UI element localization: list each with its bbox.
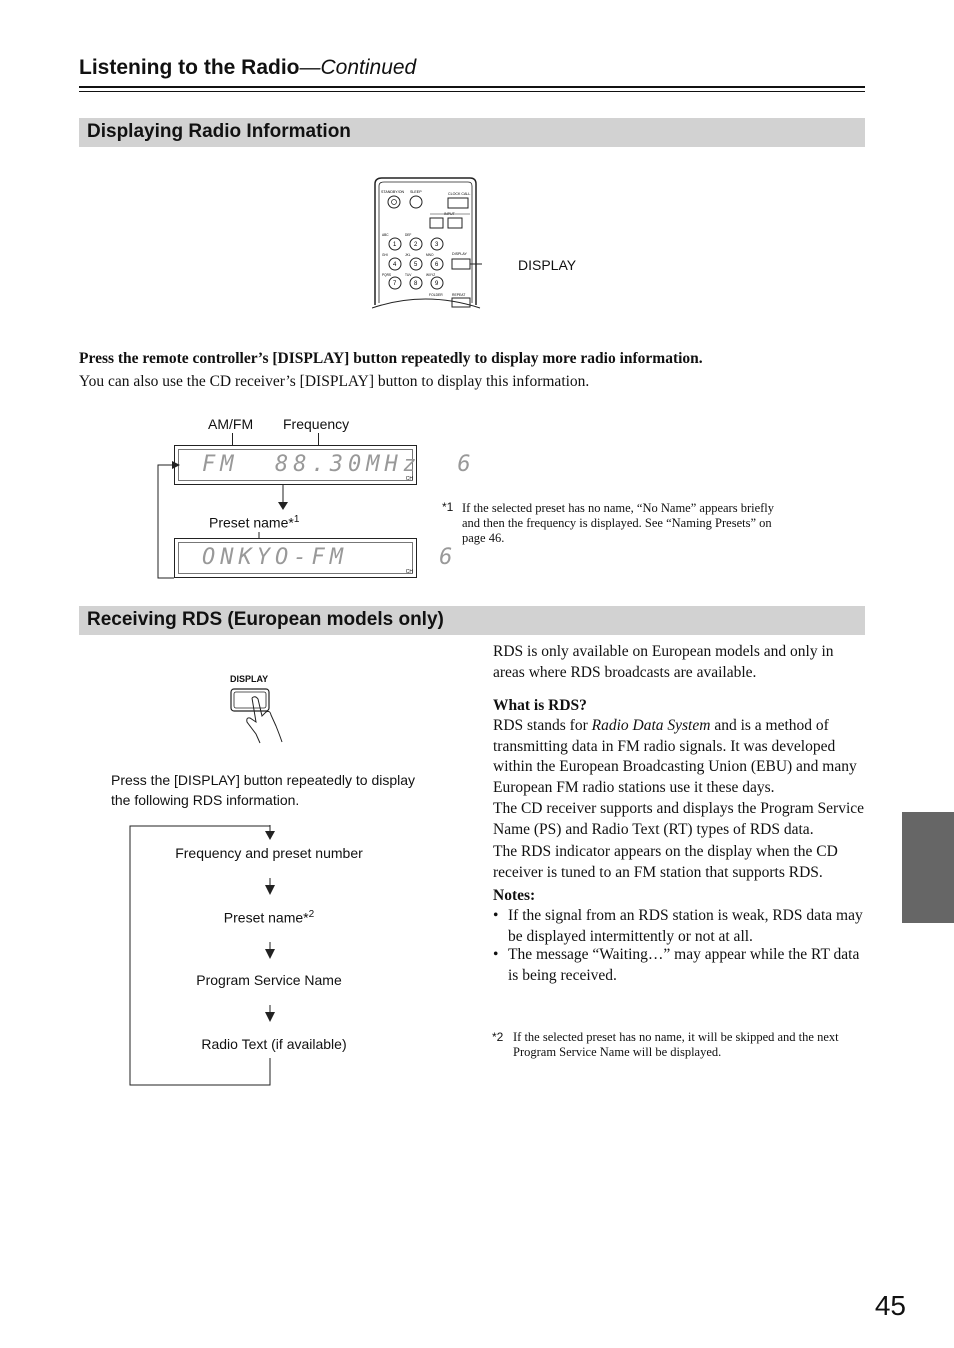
section-title: Displaying Radio Information — [87, 121, 351, 142]
notes-heading: Notes: — [493, 887, 536, 904]
header-rule-thin — [79, 91, 865, 92]
what-italic: Radio Data System — [591, 717, 711, 734]
section-title: Receiving RDS (European models only) — [87, 609, 444, 630]
header-rule — [79, 86, 865, 88]
bullet: • — [493, 946, 499, 963]
note-text: The message “Waiting…” may appear while the RT data is being received. — [508, 946, 860, 984]
footnote1-text: If the selected preset has no name, “No Name” appears briefly and then the frequency is displayed. See “Naming Presets” on page 46. — [462, 501, 775, 545]
what-is-rds-heading: What is RDS? — [493, 697, 587, 714]
flow-step-sup: 2 — [308, 909, 315, 920]
remote-abc-label: ABC — [382, 233, 389, 237]
remote-sleep-label: SLEEP — [410, 190, 422, 194]
label-preset-sup: 1 — [293, 514, 300, 525]
remote-illustration — [372, 170, 482, 310]
note-text: If the signal from an RDS station is weak, RDS data may be displayed intermittently or not at all. — [508, 907, 863, 945]
svg-text:9: 9 — [435, 281, 439, 287]
flow-step-text: Program Service Name — [196, 972, 342, 988]
svg-text:4: 4 — [393, 262, 397, 268]
flow-step — [130, 909, 408, 926]
lcd-preset-text: ONKYO-FM 6 — [202, 545, 458, 570]
instruction-bold: Press the remote controller’s [DISPLAY] button repeatedly to display more radio information. — [79, 350, 703, 367]
press-display-text: Press the [DISPLAY] button repeatedly to display the following RDS information. — [111, 772, 416, 808]
flow-step — [130, 972, 408, 988]
header-title: Listening to the Radio — [79, 56, 300, 79]
what-pre: RDS stands for — [493, 717, 592, 734]
remote-def-label: DEF — [405, 233, 412, 237]
remote-wxyz-label: WXYZ — [426, 273, 436, 277]
header-continued: —Continued — [299, 56, 417, 79]
label-amfm: AM/FM — [208, 416, 254, 432]
svg-text:2: 2 — [414, 242, 418, 248]
remote-jkl-label: JKL — [405, 253, 411, 257]
remote-display-label: DISPLAY — [452, 252, 467, 256]
note-item — [493, 945, 865, 986]
remote-clockcall-label: CLOCK CALL — [448, 192, 471, 196]
rds-flow-lines — [120, 820, 420, 1095]
supports-text: The CD receiver supports and displays the Program Service Name (PS) and Radio Text (RT) types of RDS data. — [493, 800, 865, 838]
svg-text:1: 1 — [393, 242, 397, 248]
finger-press-icon — [228, 686, 288, 746]
svg-text:5: 5 — [414, 262, 418, 268]
section-title-bar — [79, 606, 865, 635]
indicator-text: The RDS indicator appears on the display when the CD receiver is tuned to an FM station that supports RDS. — [493, 843, 838, 881]
lcd-ch-label: CH — [405, 476, 413, 482]
svg-text:3: 3 — [435, 242, 439, 248]
flow-step-text: Frequency and preset number — [175, 845, 363, 861]
remote-tuv-label: TUV — [405, 273, 412, 277]
section-title-bar — [79, 118, 865, 147]
page-header — [79, 56, 416, 80]
remote-input-label: INPUT — [444, 212, 455, 216]
remote-control-icon — [372, 170, 482, 310]
remote-ghi-label: GHI — [382, 253, 388, 257]
rds-intro: RDS is only available on European models and only in areas where RDS broadcasts are available. — [493, 643, 834, 681]
chapter-tab — [902, 812, 954, 923]
footnote2-text: If the selected preset has no name, it will be skipped and the next Program Service Name will be displayed. — [513, 1030, 839, 1059]
remote-pqrs-label: PQRS — [382, 273, 392, 277]
label-preset-name — [209, 514, 299, 531]
svg-text:6: 6 — [435, 262, 439, 268]
label-preset-text: Preset name* — [209, 514, 294, 531]
remote-folder-label: FOLDER — [429, 293, 443, 297]
what-is-rds-text — [493, 716, 865, 798]
flow-step — [135, 1036, 413, 1052]
lcd-frequency-text: FM 88.30MHz 6 — [202, 452, 476, 477]
flow-step-text: Radio Text (if available) — [201, 1036, 347, 1052]
svg-text:7: 7 — [393, 281, 397, 287]
lcd-display-preset — [174, 538, 458, 578]
footnote2-mark: *2 — [492, 1030, 504, 1044]
button-label: DISPLAY — [230, 674, 269, 684]
flow-step-text: Preset name* — [223, 909, 309, 926]
note-item — [493, 906, 865, 947]
remote-standby-label: STANDBY/ON — [381, 190, 405, 194]
page-number: 45 — [874, 1290, 906, 1321]
flow-step — [130, 845, 408, 861]
display-callout-label: DISPLAY — [518, 257, 577, 273]
bullet: • — [493, 907, 499, 924]
remote-mno-label: MNO — [426, 253, 434, 257]
remote-repeat-label: REPEAT — [452, 293, 466, 297]
label-frequency: Frequency — [283, 416, 350, 432]
lcd-ch-label: CH — [405, 569, 413, 575]
svg-text:8: 8 — [414, 281, 418, 287]
footnote1-mark: *1 — [442, 500, 454, 514]
what-post: and is a method of transmitting data in FM radio signals. It was developed within the European Broadcasting Union (EBU) and many European FM radio stations use it these days. — [493, 717, 857, 796]
instruction-text: You can also use the CD receiver’s [DISPLAY] button to display this information. — [79, 373, 590, 390]
